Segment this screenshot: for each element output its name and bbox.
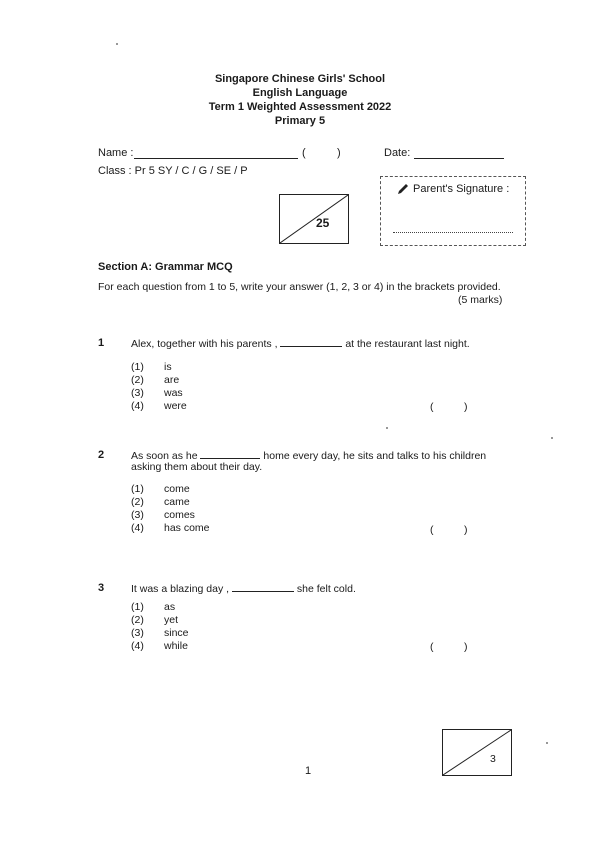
option-item: (4) has come xyxy=(131,522,210,534)
page-score-diagonal xyxy=(443,730,511,775)
answer-field[interactable] xyxy=(436,524,462,537)
parent-signature-box[interactable] xyxy=(380,176,526,246)
question-text-after: she felt cold. xyxy=(296,583,356,595)
name-label: Name : xyxy=(98,147,134,159)
answer-bracket-close: ) xyxy=(464,401,468,413)
question-text-before: It was a blazing day , xyxy=(131,583,230,595)
signature-line xyxy=(393,232,513,233)
option-item: (3) since xyxy=(131,627,189,639)
answer-blank xyxy=(232,581,294,592)
section-title: Section A: Grammar MCQ xyxy=(98,261,233,273)
option-item: (3) was xyxy=(131,387,183,399)
total-score-box xyxy=(279,194,349,244)
question-number: 1 xyxy=(98,337,105,349)
question-text xyxy=(131,336,470,351)
answer-bracket-close: ) xyxy=(464,641,468,653)
name-field[interactable] xyxy=(134,148,298,159)
option-item: (1) is xyxy=(131,361,172,373)
option-item: (1) as xyxy=(131,601,176,613)
question-text xyxy=(131,581,356,596)
page-number: 1 xyxy=(305,765,312,777)
class-label: Class : Pr 5 SY / C / G / SE / P xyxy=(98,165,248,177)
register-bracket-open: ( xyxy=(302,147,306,159)
option-item: (3) comes xyxy=(131,509,195,521)
scan-speck xyxy=(116,43,118,45)
school-name: Singapore Chinese Girls' School xyxy=(214,73,386,85)
section-marks: (5 marks) xyxy=(458,294,503,306)
question-text-after: home every day, he sits and talks to his children xyxy=(263,450,487,462)
answer-field[interactable] xyxy=(436,641,462,654)
answer-bracket-close: ) xyxy=(464,524,468,536)
answer-field[interactable] xyxy=(436,401,462,414)
option-list xyxy=(131,601,189,653)
answer-bracket-open: ( xyxy=(430,641,434,653)
question-text-before: As soon as he xyxy=(131,450,198,462)
level-title: Primary 5 xyxy=(274,115,326,127)
page-score-box xyxy=(442,729,512,776)
option-item: (2) are xyxy=(131,374,180,386)
subject-title: English Language xyxy=(252,87,348,99)
question-number: 3 xyxy=(98,582,105,594)
question-number: 2 xyxy=(98,449,105,461)
scan-speck xyxy=(551,437,553,439)
register-bracket-close: ) xyxy=(337,147,341,159)
score-box-diagonal xyxy=(280,195,348,243)
scan-speck xyxy=(546,742,548,744)
total-score: 25 xyxy=(316,216,330,230)
option-item: (2) came xyxy=(131,496,190,508)
assessment-title: Term 1 Weighted Assessment 2022 xyxy=(208,101,392,113)
page-score: 3 xyxy=(490,753,496,765)
question-text-line2: asking them about their day. xyxy=(131,461,263,473)
register-number-field[interactable] xyxy=(309,148,335,158)
option-item: (2) yet xyxy=(131,614,179,626)
answer-bracket-open: ( xyxy=(430,524,434,536)
option-item: (1) come xyxy=(131,483,190,495)
option-item: (4) while xyxy=(131,640,188,652)
option-list xyxy=(131,483,210,535)
option-item: (4) were xyxy=(131,400,187,412)
option-list xyxy=(131,361,187,413)
answer-blank xyxy=(200,448,260,459)
answer-blank xyxy=(280,336,342,347)
date-label: Date: xyxy=(384,147,411,159)
question-text-before: Alex, together with his parents , xyxy=(131,338,278,350)
scan-speck xyxy=(386,427,388,429)
parent-signature-label: Parent's Signature : xyxy=(413,183,510,195)
section-instructions: For each question from 1 to 5, write your answer (1, 2, 3 or 4) in the brackets provided. xyxy=(98,281,501,293)
answer-bracket-open: ( xyxy=(430,401,434,413)
pen-icon xyxy=(397,182,409,194)
question-text-after: at the restaurant last night. xyxy=(345,338,470,350)
date-field[interactable] xyxy=(414,148,504,159)
